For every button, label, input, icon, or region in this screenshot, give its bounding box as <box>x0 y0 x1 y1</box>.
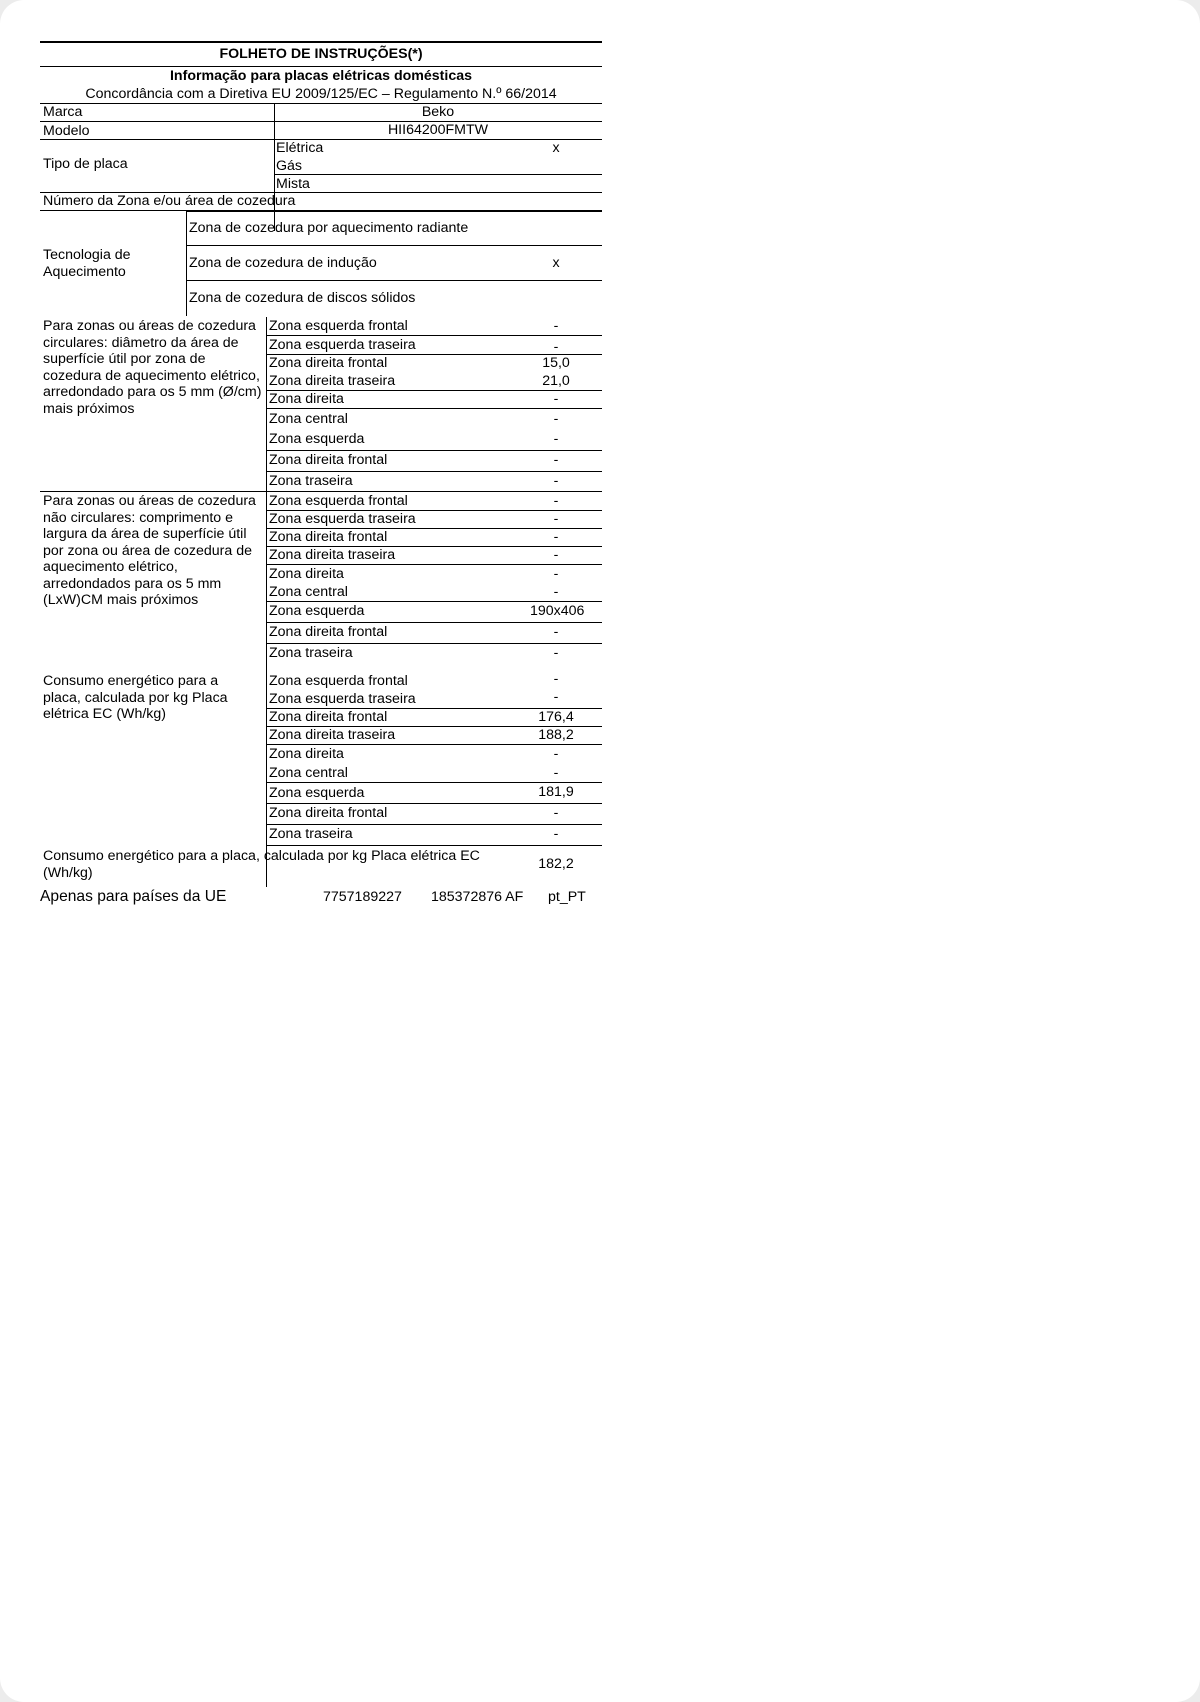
directive-text: Concordância com a Diretiva EU 2009/125/EC – Regulamento N.º 66/2014 <box>85 86 557 102</box>
circ-zone-value: - <box>553 452 559 468</box>
col-divider <box>266 317 267 887</box>
leaflet-title: FOLHETO DE INSTRUÇÕES(*) <box>219 46 423 62</box>
heating-radiant: Zona de cozedura por aquecimento radiante <box>189 220 469 236</box>
rule <box>266 824 602 825</box>
hob-type-electric: Elétrica <box>276 140 324 156</box>
energy-zone-value: - <box>553 671 559 687</box>
hob-type-gas: Gás <box>276 158 303 174</box>
circ-zone-name: Zona direita frontal <box>269 452 388 468</box>
rule <box>266 564 602 565</box>
energy-zone-value: - <box>553 689 559 705</box>
energy-zone-name: Zona direita <box>269 746 344 762</box>
rule <box>186 280 602 281</box>
rule <box>266 471 602 472</box>
energy-zone-name: Zona central <box>269 765 348 781</box>
heating-tech-label: Tecnologia de Aquecimento <box>43 247 131 281</box>
rule <box>186 211 602 212</box>
model-value: HII64200FMTW <box>387 122 489 138</box>
energy-zone-value: - <box>553 746 559 762</box>
energy-zone-value: 188,2 <box>538 727 574 743</box>
noncirc-zone-value: - <box>553 624 559 640</box>
energy-zones-label: Consumo energético para a placa, calculada por kg Placa elétrica EC (Wh/kg) <box>43 673 228 722</box>
doc-code: 185372876 AF <box>431 889 524 905</box>
brand-label: Marca <box>43 104 83 120</box>
rule <box>266 643 602 644</box>
rule <box>266 782 602 783</box>
noncirc-zone-value: - <box>553 584 559 600</box>
energy-zone-value: - <box>553 805 559 821</box>
top-rule <box>40 41 602 43</box>
col-divider <box>186 210 187 316</box>
circ-zone-value: 15,0 <box>542 355 570 371</box>
circ-zone-value: - <box>553 431 559 447</box>
energy-zone-value: - <box>553 826 559 842</box>
leaflet-subtitle: Informação para placas elétricas domésticas <box>169 68 473 84</box>
noncirc-zone-value: - <box>553 566 559 582</box>
circ-zone-value: - <box>553 391 559 407</box>
heating-induction-mark: x <box>552 255 560 271</box>
noncirc-zone-value: - <box>553 511 559 527</box>
noncirc-zone-name: Zona esquerda <box>269 603 365 619</box>
energy-zone-name: Zona esquerda traseira <box>269 691 416 707</box>
energy-zone-name: Zona direita frontal <box>269 709 388 725</box>
rule <box>266 601 602 602</box>
noncirc-zone-name: Zona direita traseira <box>269 547 396 563</box>
eu-only-note: Apenas para países da UE <box>40 888 227 905</box>
noncirc-zone-value: - <box>553 547 559 563</box>
noncircular-zones-label: Para zonas ou áreas de cozedura não circulares: comprimento e largura da área de superfície útil por zona ou área de cozedura de aquecimento elétrico, arredondados para os 5 mm (LxW)CM mais próximos <box>43 493 256 608</box>
noncirc-zone-name: Zona central <box>269 584 348 600</box>
hob-type-electric-mark: x <box>552 140 560 156</box>
rule <box>266 845 602 846</box>
locale-code: pt_PT <box>548 889 586 905</box>
model-label: Modelo <box>43 123 90 139</box>
circ-zone-name: Zona direita traseira <box>269 373 396 389</box>
energy-zone-name: Zona direita frontal <box>269 805 388 821</box>
noncirc-zone-value: - <box>553 645 559 661</box>
noncirc-zone-name: Zona esquerda frontal <box>269 493 408 509</box>
rule <box>266 744 602 745</box>
circ-zone-name: Zona direita frontal <box>269 355 388 371</box>
hob-type-mixed: Mista <box>276 176 310 192</box>
noncirc-zone-name: Zona direita <box>269 566 344 582</box>
rule <box>266 408 602 409</box>
circ-zone-name: Zona central <box>269 411 348 427</box>
energy-zone-name: Zona esquerda <box>269 785 365 801</box>
noncirc-zone-value: - <box>553 529 559 545</box>
energy-zone-name: Zona direita traseira <box>269 727 396 743</box>
heating-solid-plate: Zona de cozedura de discos sólidos <box>189 290 416 306</box>
rule <box>186 245 602 246</box>
brand-value: Beko <box>421 104 455 120</box>
circ-zone-value: - <box>553 318 559 334</box>
hob-type-label: Tipo de placa <box>43 156 128 172</box>
circ-zone-value: - <box>553 339 559 355</box>
doc-code: 7757189227 <box>323 889 402 905</box>
circ-zone-name: Zona esquerda <box>269 431 365 447</box>
total-energy-value: 182,2 <box>538 856 574 872</box>
total-energy-label: Consumo energético para a placa, calculada por kg Placa elétrica EC (Wh/kg) <box>43 848 480 881</box>
energy-zone-name: Zona traseira <box>269 826 353 842</box>
rule <box>40 491 602 492</box>
rule <box>266 622 602 623</box>
energy-zone-name: Zona esquerda frontal <box>269 673 408 689</box>
circ-zone-name: Zona traseira <box>269 473 353 489</box>
circ-zone-value: 21,0 <box>542 373 570 389</box>
rule <box>266 450 602 451</box>
noncirc-zone-name: Zona traseira <box>269 645 353 661</box>
heating-induction: Zona de cozedura de indução <box>189 255 377 271</box>
rule <box>40 66 602 67</box>
circular-zones-label: Para zonas ou áreas de cozedura circulares: diâmetro da área de superfície útil por zona de cozedura de aquecimento elétrico, arredondado para os 5 mm (Ø/cm) mais próximos <box>43 318 262 417</box>
noncirc-zone-name: Zona direita frontal <box>269 624 388 640</box>
energy-zone-value: 181,9 <box>538 784 574 800</box>
zone-number-label: Número da Zona e/ou área de cozedura <box>43 193 296 209</box>
rule <box>266 335 602 336</box>
rule <box>266 803 602 804</box>
energy-zone-value: 176,4 <box>538 709 574 725</box>
circ-zone-value: - <box>553 411 559 427</box>
noncirc-zone-value: - <box>553 493 559 509</box>
circ-zone-name: Zona esquerda frontal <box>269 318 408 334</box>
circ-zone-name: Zona direita <box>269 391 344 407</box>
noncirc-zone-name: Zona direita frontal <box>269 529 388 545</box>
circ-zone-value: - <box>553 473 559 489</box>
energy-zone-value: - <box>553 765 559 781</box>
noncirc-zone-name: Zona esquerda traseira <box>269 511 416 527</box>
circ-zone-name: Zona esquerda traseira <box>269 337 416 353</box>
noncirc-zone-value: 190x406 <box>530 603 585 619</box>
rule <box>274 174 602 175</box>
